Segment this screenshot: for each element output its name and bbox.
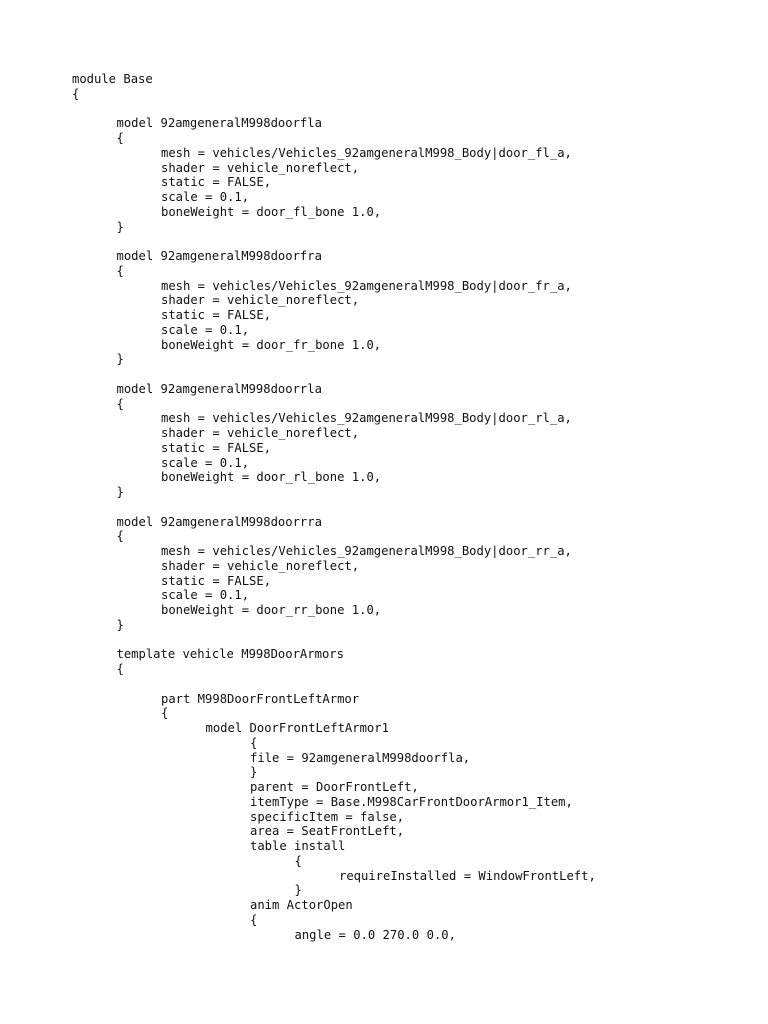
code-line: { [116,396,124,411]
code-line: table install [250,839,346,853]
code-line: { [250,912,258,927]
code-line: specificItem = false, [250,809,405,824]
code-line: { [116,529,124,544]
code-line: mesh = vehicles/Vehicles_92amgeneralM998_Body|door_fr_a, [161,278,572,293]
code-line: mesh = vehicles/Vehicles_92amgeneralM998_Body|door_rr_a, [161,544,572,558]
blank-line [72,367,596,382]
code-line: { [116,263,124,278]
code-line: { [250,735,258,750]
blank-line [72,677,596,692]
code-line: mesh = vehicles/Vehicles_92amgeneralM998_Body|door_fl_a, [161,145,572,160]
code-line: module Base [72,72,153,86]
blank-line [72,500,596,515]
code-line: model 92amgeneralM998doorrra [116,514,322,529]
code-line: { [116,131,124,145]
code-line: shader = vehicle_noreflect, [161,426,360,440]
code-line: anim ActorOpen [250,898,353,912]
code-line: model 92amgeneralM998doorfra [116,249,322,263]
code-line: file = 92amgeneralM998doorfla, [250,750,471,765]
code-line: } [116,352,124,367]
code-line: shader = vehicle_noreflect, [161,293,360,308]
code-line: } [116,219,124,234]
code-line: } [116,617,124,632]
code-line: scale = 0.1, [161,190,250,204]
code-line: static = FALSE, [161,308,272,322]
code-line: model DoorFrontLeftArmor1 [205,721,389,735]
code-line: static = FALSE, [161,573,272,588]
code-line: parent = DoorFrontLeft, [250,780,419,794]
code-line: angle = 0.0 270.0 0.0, [294,927,456,942]
code-line: static = FALSE, [161,440,272,455]
code-line: } [116,485,124,499]
code-line: template vehicle M998DoorArmors [116,647,344,662]
code-block [72,72,596,942]
code-line: scale = 0.1, [161,322,250,337]
code-line: } [294,883,302,898]
code-line: { [72,86,80,101]
code-line: model 92amgeneralM998doorrla [116,381,322,396]
code-line: boneWeight = door_rl_bone 1.0, [161,470,382,485]
code-line: shader = vehicle_noreflect, [161,160,360,175]
code-line: mesh = vehicles/Vehicles_92amgeneralM998_Body|door_rl_a, [161,411,572,426]
code-line: shader = vehicle_noreflect, [161,558,360,573]
code-line: boneWeight = door_fr_bone 1.0, [161,337,382,352]
code-line: boneWeight = door_rr_bone 1.0, [161,603,382,617]
code-line: { [294,853,302,868]
code-line: area = SeatFrontLeft, [250,824,405,839]
code-line: } [250,765,258,780]
code-line: scale = 0.1, [161,588,250,603]
code-line: boneWeight = door_fl_bone 1.0, [161,204,382,219]
code-line: { [116,662,124,676]
blank-line [72,102,596,117]
code-line: { [161,706,169,721]
code-line: scale = 0.1, [161,455,250,470]
code-line: itemType = Base.M998CarFrontDoorArmor1_Item, [250,794,573,809]
blank-line [72,633,596,648]
code-line: part M998DoorFrontLeftArmor [161,691,360,706]
code-line: static = FALSE, [161,175,272,190]
blank-line [72,234,596,249]
code-line: model 92amgeneralM998doorfla [116,116,322,131]
code-line: requireInstalled = WindowFrontLeft, [339,868,596,883]
